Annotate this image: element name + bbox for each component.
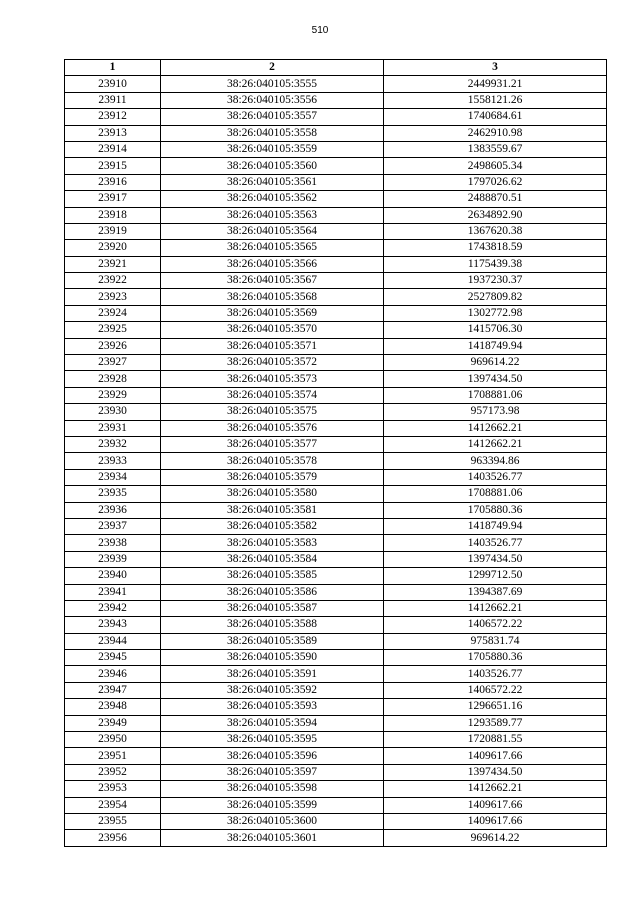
row-number-cell: 23920 bbox=[65, 240, 161, 256]
table-row bbox=[65, 355, 607, 371]
value-cell: 1296651.16 bbox=[384, 699, 607, 715]
row-number-cell: 23924 bbox=[65, 305, 161, 321]
row-number-cell: 23944 bbox=[65, 633, 161, 649]
table-row bbox=[65, 650, 607, 666]
table-row bbox=[65, 305, 607, 321]
table-row bbox=[65, 92, 607, 108]
row-number-cell: 23942 bbox=[65, 600, 161, 616]
row-number-cell: 23945 bbox=[65, 650, 161, 666]
row-number-cell: 23917 bbox=[65, 191, 161, 207]
row-number-cell: 23910 bbox=[65, 76, 161, 92]
cadastral-number-cell: 38:26:040105:3559 bbox=[161, 141, 384, 157]
row-number-cell: 23949 bbox=[65, 715, 161, 731]
row-number-cell: 23938 bbox=[65, 535, 161, 551]
table-row bbox=[65, 617, 607, 633]
table-row bbox=[65, 338, 607, 354]
cadastral-number-cell: 38:26:040105:3564 bbox=[161, 223, 384, 239]
column-header-3: 3 bbox=[384, 60, 607, 76]
cadastral-number-cell: 38:26:040105:3579 bbox=[161, 469, 384, 485]
table-row bbox=[65, 371, 607, 387]
value-cell: 1418749.94 bbox=[384, 338, 607, 354]
cadastral-number-cell: 38:26:040105:3561 bbox=[161, 174, 384, 190]
table-row bbox=[65, 781, 607, 797]
table-row bbox=[65, 141, 607, 157]
value-cell: 1175439.38 bbox=[384, 256, 607, 272]
cadastral-number-cell: 38:26:040105:3570 bbox=[161, 322, 384, 338]
cadastral-number-cell: 38:26:040105:3598 bbox=[161, 781, 384, 797]
cadastral-number-cell: 38:26:040105:3584 bbox=[161, 551, 384, 567]
table-row bbox=[65, 518, 607, 534]
table-row bbox=[65, 207, 607, 223]
value-cell: 1412662.21 bbox=[384, 420, 607, 436]
table-row bbox=[65, 109, 607, 125]
cadastral-number-cell: 38:26:040105:3562 bbox=[161, 191, 384, 207]
value-cell: 1937230.37 bbox=[384, 273, 607, 289]
table-row bbox=[65, 584, 607, 600]
value-cell: 1367620.38 bbox=[384, 223, 607, 239]
value-cell: 1406572.22 bbox=[384, 682, 607, 698]
row-number-cell: 23915 bbox=[65, 158, 161, 174]
value-cell: 1397434.50 bbox=[384, 371, 607, 387]
value-cell: 2498605.34 bbox=[384, 158, 607, 174]
value-cell: 2449931.21 bbox=[384, 76, 607, 92]
table-row bbox=[65, 666, 607, 682]
row-number-cell: 23928 bbox=[65, 371, 161, 387]
row-number-cell: 23923 bbox=[65, 289, 161, 305]
value-cell: 1299712.50 bbox=[384, 568, 607, 584]
column-header-1: 1 bbox=[65, 60, 161, 76]
cadastral-number-cell: 38:26:040105:3566 bbox=[161, 256, 384, 272]
value-cell: 1418749.94 bbox=[384, 518, 607, 534]
row-number-cell: 23934 bbox=[65, 469, 161, 485]
row-number-cell: 23947 bbox=[65, 682, 161, 698]
cadastral-number-cell: 38:26:040105:3571 bbox=[161, 338, 384, 354]
row-number-cell: 23939 bbox=[65, 551, 161, 567]
row-number-cell: 23916 bbox=[65, 174, 161, 190]
value-cell: 1708881.06 bbox=[384, 387, 607, 403]
value-cell: 1293589.77 bbox=[384, 715, 607, 731]
table-row bbox=[65, 748, 607, 764]
row-number-cell: 23954 bbox=[65, 797, 161, 813]
cadastral-number-cell: 38:26:040105:3574 bbox=[161, 387, 384, 403]
cadastral-number-cell: 38:26:040105:3560 bbox=[161, 158, 384, 174]
row-number-cell: 23937 bbox=[65, 518, 161, 534]
row-number-cell: 23935 bbox=[65, 486, 161, 502]
table-row bbox=[65, 535, 607, 551]
table-body bbox=[65, 76, 607, 846]
value-cell: 1797026.62 bbox=[384, 174, 607, 190]
value-cell: 1409617.66 bbox=[384, 813, 607, 829]
cadastral-number-cell: 38:26:040105:3567 bbox=[161, 273, 384, 289]
row-number-cell: 23953 bbox=[65, 781, 161, 797]
cadastral-number-cell: 38:26:040105:3594 bbox=[161, 715, 384, 731]
column-header-2: 2 bbox=[161, 60, 384, 76]
value-cell: 1705880.36 bbox=[384, 502, 607, 518]
cadastral-number-cell: 38:26:040105:3600 bbox=[161, 813, 384, 829]
cadastral-number-cell: 38:26:040105:3601 bbox=[161, 830, 384, 846]
value-cell: 969614.22 bbox=[384, 355, 607, 371]
value-cell: 1558121.26 bbox=[384, 92, 607, 108]
value-cell: 1403526.77 bbox=[384, 666, 607, 682]
cadastral-number-cell: 38:26:040105:3576 bbox=[161, 420, 384, 436]
value-cell: 963394.86 bbox=[384, 453, 607, 469]
row-number-cell: 23931 bbox=[65, 420, 161, 436]
table-row bbox=[65, 830, 607, 846]
value-cell: 1412662.21 bbox=[384, 436, 607, 452]
table-row bbox=[65, 732, 607, 748]
value-cell: 1740684.61 bbox=[384, 109, 607, 125]
row-number-cell: 23922 bbox=[65, 273, 161, 289]
value-cell: 1403526.77 bbox=[384, 535, 607, 551]
cadastral-number-cell: 38:26:040105:3569 bbox=[161, 305, 384, 321]
value-cell: 1720881.55 bbox=[384, 732, 607, 748]
table-row bbox=[65, 600, 607, 616]
row-number-cell: 23927 bbox=[65, 355, 161, 371]
row-number-cell: 23912 bbox=[65, 109, 161, 125]
cadastral-number-cell: 38:26:040105:3588 bbox=[161, 617, 384, 633]
cadastral-number-cell: 38:26:040105:3578 bbox=[161, 453, 384, 469]
cadastral-number-cell: 38:26:040105:3590 bbox=[161, 650, 384, 666]
row-number-cell: 23950 bbox=[65, 732, 161, 748]
row-number-cell: 23951 bbox=[65, 748, 161, 764]
row-number-cell: 23936 bbox=[65, 502, 161, 518]
cadastral-number-cell: 38:26:040105:3555 bbox=[161, 76, 384, 92]
cadastral-number-cell: 38:26:040105:3565 bbox=[161, 240, 384, 256]
value-cell: 1397434.50 bbox=[384, 764, 607, 780]
row-number-cell: 23913 bbox=[65, 125, 161, 141]
cadastral-number-cell: 38:26:040105:3568 bbox=[161, 289, 384, 305]
table-row bbox=[65, 633, 607, 649]
table-row bbox=[65, 404, 607, 420]
value-cell: 1412662.21 bbox=[384, 781, 607, 797]
value-cell: 975831.74 bbox=[384, 633, 607, 649]
value-cell: 1403526.77 bbox=[384, 469, 607, 485]
table-row bbox=[65, 436, 607, 452]
row-number-cell: 23941 bbox=[65, 584, 161, 600]
cadastral-number-cell: 38:26:040105:3563 bbox=[161, 207, 384, 223]
table-row bbox=[65, 797, 607, 813]
row-number-cell: 23926 bbox=[65, 338, 161, 354]
table-row bbox=[65, 76, 607, 92]
cadastral-number-cell: 38:26:040105:3575 bbox=[161, 404, 384, 420]
table-row bbox=[65, 486, 607, 502]
value-cell: 969614.22 bbox=[384, 830, 607, 846]
table-row bbox=[65, 273, 607, 289]
cadastral-number-cell: 38:26:040105:3592 bbox=[161, 682, 384, 698]
cadastral-number-cell: 38:26:040105:3582 bbox=[161, 518, 384, 534]
table-row bbox=[65, 469, 607, 485]
value-cell: 1708881.06 bbox=[384, 486, 607, 502]
table-row bbox=[65, 453, 607, 469]
row-number-cell: 23918 bbox=[65, 207, 161, 223]
table-row bbox=[65, 240, 607, 256]
value-cell: 2634892.90 bbox=[384, 207, 607, 223]
table-row bbox=[65, 813, 607, 829]
header-row bbox=[65, 60, 607, 76]
row-number-cell: 23925 bbox=[65, 322, 161, 338]
cadastral-number-cell: 38:26:040105:3558 bbox=[161, 125, 384, 141]
cadastral-number-cell: 38:26:040105:3596 bbox=[161, 748, 384, 764]
table-row bbox=[65, 764, 607, 780]
row-number-cell: 23956 bbox=[65, 830, 161, 846]
table-row bbox=[65, 387, 607, 403]
value-cell: 1415706.30 bbox=[384, 322, 607, 338]
table-row bbox=[65, 715, 607, 731]
row-number-cell: 23943 bbox=[65, 617, 161, 633]
row-number-cell: 23948 bbox=[65, 699, 161, 715]
cadastral-number-cell: 38:26:040105:3573 bbox=[161, 371, 384, 387]
value-cell: 1302772.98 bbox=[384, 305, 607, 321]
cadastral-number-cell: 38:26:040105:3591 bbox=[161, 666, 384, 682]
cadastral-number-cell: 38:26:040105:3593 bbox=[161, 699, 384, 715]
cadastral-number-cell: 38:26:040105:3580 bbox=[161, 486, 384, 502]
table-row bbox=[65, 568, 607, 584]
table-row bbox=[65, 502, 607, 518]
page-number: 510 bbox=[311, 25, 329, 36]
cadastral-number-cell: 38:26:040105:3577 bbox=[161, 436, 384, 452]
cadastral-number-cell: 38:26:040105:3581 bbox=[161, 502, 384, 518]
value-cell: 957173.98 bbox=[384, 404, 607, 420]
value-cell: 1743818.59 bbox=[384, 240, 607, 256]
value-cell: 1406572.22 bbox=[384, 617, 607, 633]
cadastral-number-cell: 38:26:040105:3599 bbox=[161, 797, 384, 813]
row-number-cell: 23911 bbox=[65, 92, 161, 108]
row-number-cell: 23933 bbox=[65, 453, 161, 469]
table-row bbox=[65, 699, 607, 715]
cadastral-number-cell: 38:26:040105:3585 bbox=[161, 568, 384, 584]
cadastral-number-cell: 38:26:040105:3597 bbox=[161, 764, 384, 780]
cadastral-number-cell: 38:26:040105:3595 bbox=[161, 732, 384, 748]
table-row bbox=[65, 551, 607, 567]
value-cell: 1397434.50 bbox=[384, 551, 607, 567]
parcel-table bbox=[64, 59, 607, 847]
cadastral-number-cell: 38:26:040105:3586 bbox=[161, 584, 384, 600]
row-number-cell: 23921 bbox=[65, 256, 161, 272]
value-cell: 2527809.82 bbox=[384, 289, 607, 305]
row-number-cell: 23929 bbox=[65, 387, 161, 403]
cadastral-number-cell: 38:26:040105:3589 bbox=[161, 633, 384, 649]
value-cell: 2488870.51 bbox=[384, 191, 607, 207]
table-row bbox=[65, 191, 607, 207]
table-header bbox=[65, 60, 607, 76]
cadastral-number-cell: 38:26:040105:3572 bbox=[161, 355, 384, 371]
cadastral-number-cell: 38:26:040105:3556 bbox=[161, 92, 384, 108]
table-row bbox=[65, 682, 607, 698]
row-number-cell: 23955 bbox=[65, 813, 161, 829]
value-cell: 2462910.98 bbox=[384, 125, 607, 141]
table-row bbox=[65, 125, 607, 141]
value-cell: 1409617.66 bbox=[384, 797, 607, 813]
table-row bbox=[65, 158, 607, 174]
table-row bbox=[65, 322, 607, 338]
cadastral-number-cell: 38:26:040105:3587 bbox=[161, 600, 384, 616]
row-number-cell: 23940 bbox=[65, 568, 161, 584]
value-cell: 1705880.36 bbox=[384, 650, 607, 666]
value-cell: 1394387.69 bbox=[384, 584, 607, 600]
value-cell: 1412662.21 bbox=[384, 600, 607, 616]
table-row bbox=[65, 223, 607, 239]
table-row bbox=[65, 256, 607, 272]
value-cell: 1383559.67 bbox=[384, 141, 607, 157]
cadastral-number-cell: 38:26:040105:3557 bbox=[161, 109, 384, 125]
table-row bbox=[65, 289, 607, 305]
row-number-cell: 23914 bbox=[65, 141, 161, 157]
row-number-cell: 23952 bbox=[65, 764, 161, 780]
row-number-cell: 23946 bbox=[65, 666, 161, 682]
table-row bbox=[65, 420, 607, 436]
row-number-cell: 23930 bbox=[65, 404, 161, 420]
value-cell: 1409617.66 bbox=[384, 748, 607, 764]
row-number-cell: 23919 bbox=[65, 223, 161, 239]
row-number-cell: 23932 bbox=[65, 436, 161, 452]
table-row bbox=[65, 174, 607, 190]
cadastral-number-cell: 38:26:040105:3583 bbox=[161, 535, 384, 551]
